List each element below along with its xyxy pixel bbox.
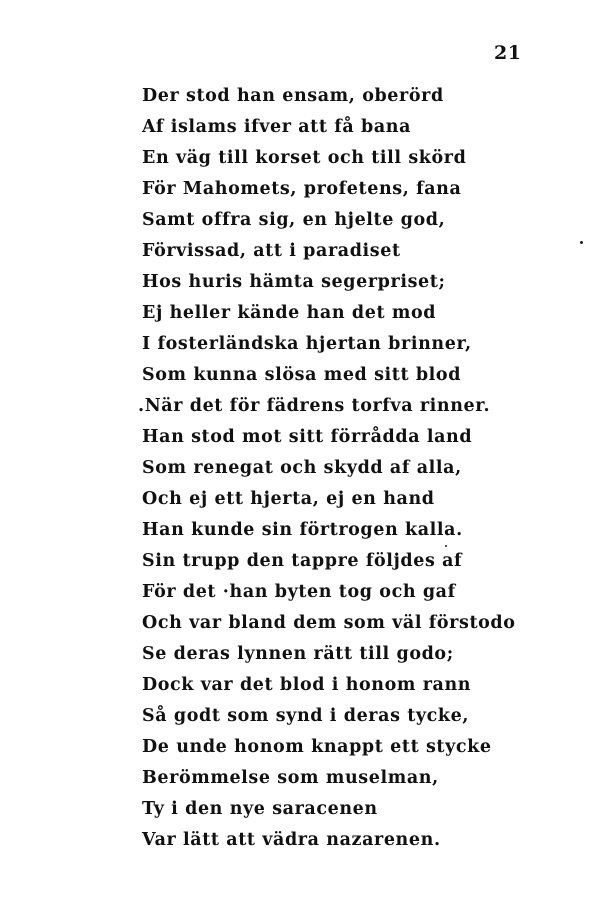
poem-line: Var lätt att vädra nazarenen.: [142, 830, 441, 850]
poem-line: För det ·han byten tog och gaf: [142, 582, 456, 602]
poem-line: För Mahomets, profetens, fana: [142, 179, 462, 199]
poem-line: Han stod mot sitt förrådda land: [142, 427, 473, 447]
poem-line: I fosterländska hjertan brinner,: [142, 334, 472, 354]
poem-line: Hos huris hämta segerpriset;: [142, 272, 446, 292]
poem-line: Så godt som synd i deras tycke,: [142, 706, 470, 726]
poem-line: Se deras lynnen rätt till godo;: [142, 644, 454, 664]
poem-line: Af islams ifver att få bana: [142, 117, 412, 137]
poem-line: Han kunde sin förtrogen kalla.: [142, 520, 463, 540]
ink-speck: [445, 545, 447, 547]
poem-line: Berömmelse som muselman,: [142, 768, 439, 788]
poem-line: Sin trupp den tappre följdes af: [142, 551, 463, 571]
page-number: 21: [494, 42, 522, 64]
poem-line: Dock var det blod i honom rann: [142, 675, 472, 695]
poem-line: De unde honom knappt ett stycke: [142, 737, 492, 757]
poem-line: Som kunna slösa med sitt blod: [142, 365, 462, 385]
poem-line: Och ej ett hjerta, ej en hand: [142, 489, 435, 509]
poem-line: Som renegat och skydd af alla,: [142, 458, 462, 478]
poem-line: Der stod han ensam, oberörd: [142, 86, 444, 106]
poem-line: Ty i den nye saracenen: [142, 799, 378, 819]
ink-speck: [580, 241, 583, 244]
poem-line: .När det för fädrens torfva rinner.: [138, 396, 491, 416]
poem-line: Förvissad, att i paradiset: [142, 241, 401, 261]
poem-line: Ej heller kände han det mod: [142, 303, 437, 323]
poem: [138, 81, 516, 856]
poem-line: En väg till korset och till skörd: [142, 148, 467, 168]
poem-line: Samt offra sig, en hjelte god,: [142, 210, 446, 230]
poem-line: Och var bland dem som väl förstodo: [142, 613, 516, 633]
